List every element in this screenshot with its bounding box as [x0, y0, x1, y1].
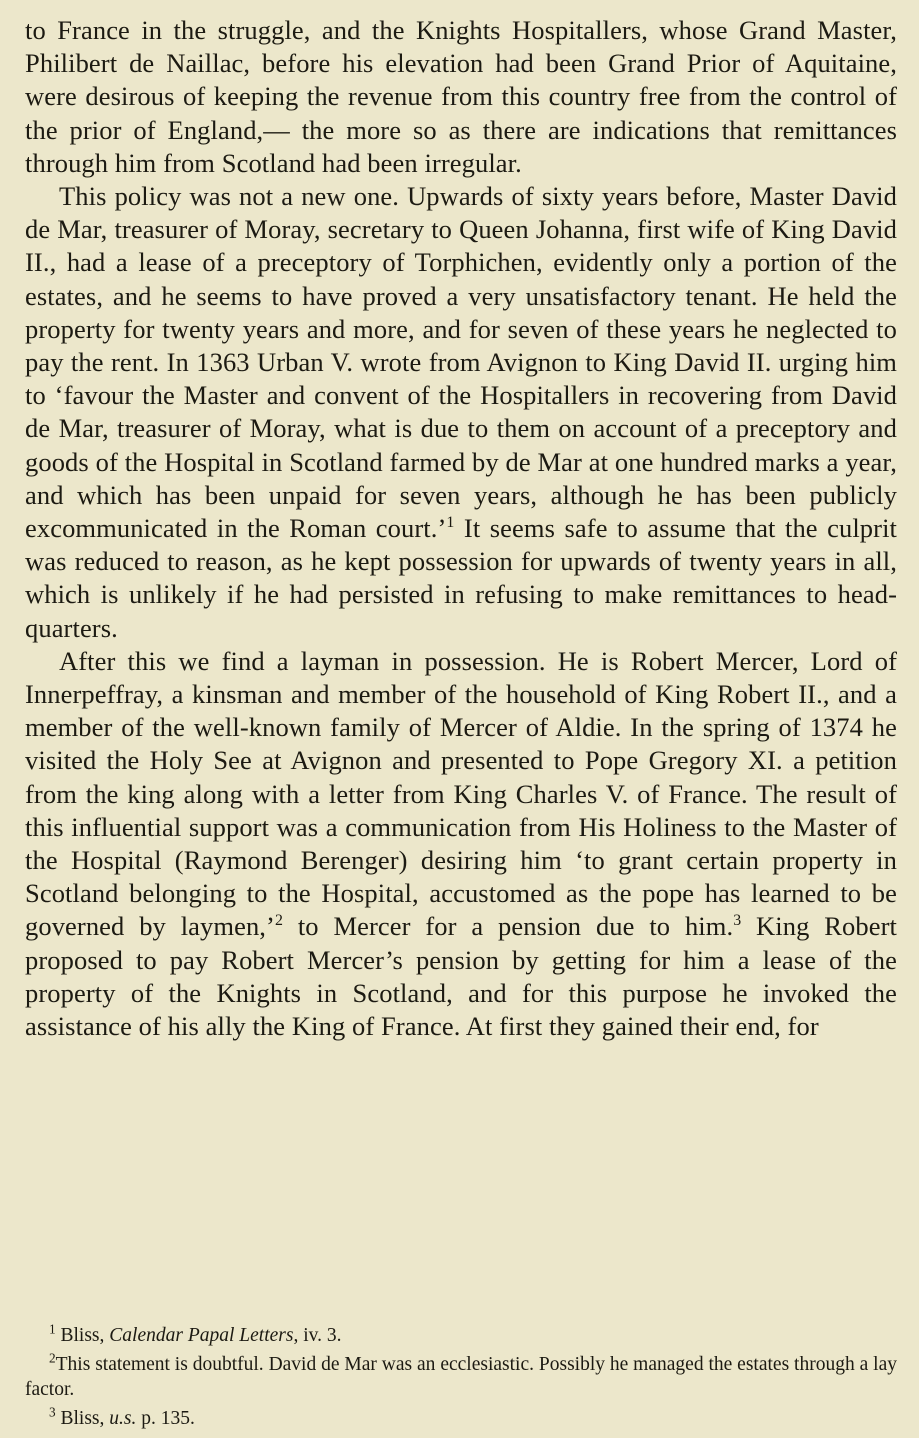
main-text: [25, 14, 897, 1043]
footnote-ref-1[interactable]: 1: [446, 514, 455, 532]
paragraph-david-de-mar: [25, 180, 897, 645]
paragraph-text: After this we find a layman in possession. He is Robert Mercer, Lord of Innerpeffray, a kinsman and member of the household of King Robert II., and a member of the well-known family of Mercer of Aldie. In the spring of 1374 he visited the Holy See at Avignon and presented to Pope Gregory XI. a petition from the king along with a letter from King Charles V. of France. The result of this influential support was a communication from His Holiness to the Master of the Hospital (Raymond Berenger) desiring him ‘to grant certain property in Scotland belonging to the Hospital, accustomed as the pope has learned to be governed by laymen,’: [25, 645, 897, 942]
paragraph-text: to France in the struggle, and the Knights Hospitallers, whose Grand Master, Philibert de Naillac, before his elevation had been Grand Prior of Aquitaine, were desirous of keeping the revenue from this country free from the control of the prior of England,— the more so as there are indications that remittances through him from Scotland had been irregular.: [25, 15, 897, 178]
paragraph-text: This policy was not a new one. Upwards of sixty years before, Master David de Mar, treasurer of Moray, secretary to Queen Johanna, first wife of King David II., had a lease of a preceptory of Torphichen, evidently only a portion of the estates, and he seems to have proved a very unsatisfactory tenant. He held the property for twenty years and more, and for seven of these years he neglected to pay the rent. In 1363 Urban V. wrote from Avignon to King David II. urging him to ‘favour the Master and convent of the Hospitallers in recovering from David de Mar, treasurer of Moray, what is due to them on account of a preceptory and goods of the Hospital in Scotland farmed by de Mar at one hundred marks a year, and which has been unpaid for seven years, although he has been publicly excommunicated in the Roman court.’: [25, 181, 897, 544]
footnote-1: [25, 1323, 897, 1348]
paragraph-continuation: [25, 14, 897, 180]
paragraph-text: to Mercer for a pension due to him.: [283, 911, 734, 942]
footnote-title: Calendar Papal Letters: [109, 1325, 294, 1346]
footnote-text: This statement is doubtful. David de Mar was an ecclesiastic. Possibly he managed the estates through a lay factor.: [25, 1354, 897, 1400]
paragraph-text: It seems safe to assume that the culprit was reduced to reason, as he kept possession for upwards of twenty years in all, which is unlikely if he had persisted in refusing to make remittances to head-quarters.: [25, 513, 897, 643]
footnote-title: u.s.: [109, 1408, 137, 1429]
footnote-text: Bliss,: [55, 1408, 110, 1429]
footnote-text: Bliss,: [55, 1325, 110, 1346]
footnote-text: p. 135.: [136, 1408, 195, 1429]
paragraph-text: King Robert proposed to pay Robert Mercer’s pension by getting for him a lease of the property of the Knights in Scotland, and for this purpose he invoked the assistance of his ally the King of France. At first they gained their end, for: [25, 911, 897, 1042]
footnotes: [25, 1323, 897, 1438]
footnote-ref-3[interactable]: 3: [733, 912, 742, 930]
footnote-text: , iv. 3.: [293, 1325, 342, 1346]
footnote-marker: 3: [49, 1404, 56, 1420]
footnote-marker: 2: [49, 1350, 56, 1366]
footnote-3: [25, 1406, 897, 1431]
footnote-marker: 1: [49, 1321, 56, 1337]
footnote-ref-2[interactable]: 2: [274, 912, 284, 930]
paragraph-robert-mercer: [25, 645, 897, 1043]
footnote-2: [25, 1352, 897, 1402]
